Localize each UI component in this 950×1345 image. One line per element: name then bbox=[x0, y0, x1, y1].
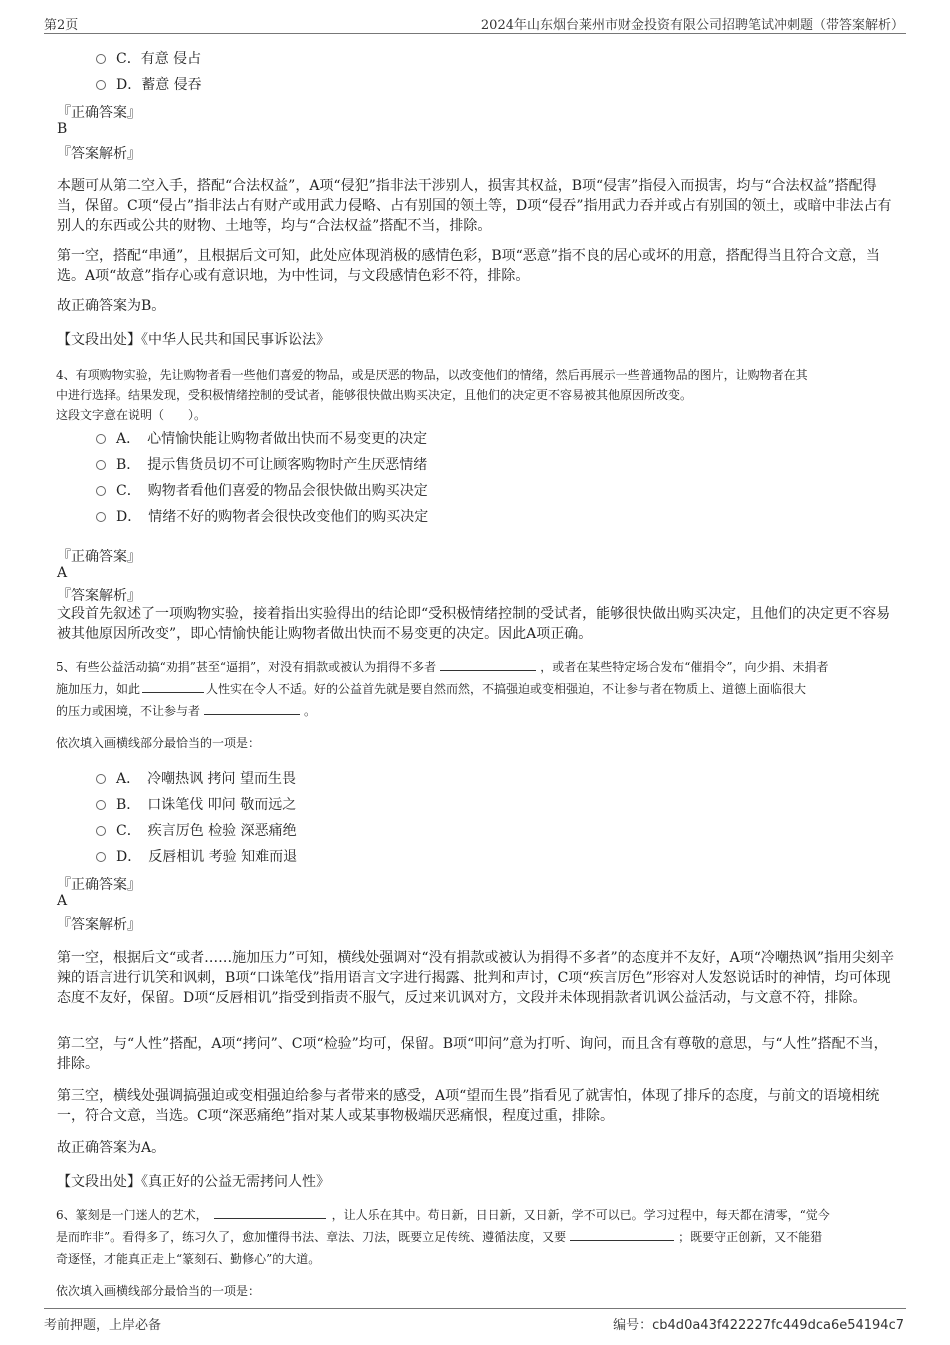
footer-divider bbox=[44, 1308, 906, 1309]
q3-source: 【文段出处】《中华人民共和国民事诉讼法》 bbox=[57, 332, 330, 348]
radio-icon[interactable] bbox=[96, 826, 106, 836]
q4-analysis-label: 『答案解析』 bbox=[57, 588, 141, 604]
q3-analysis-paragraph-2: 第一空，搭配“串通”，且根据后文可知，此处应体现消极的感情色彩，B项“恶意”指不良的居心或坏的用意，搭配得当且符合文意，当选。A项“故意”指存心或有意识地，为中性词，与文段感情色彩不符，排除。 bbox=[57, 248, 880, 284]
q3-answer-label: 『正确答案』 bbox=[57, 105, 141, 121]
page-number: 第2页 bbox=[44, 18, 79, 33]
radio-icon[interactable] bbox=[96, 434, 106, 444]
radio-icon[interactable] bbox=[96, 512, 106, 522]
q6-stem: 6、篆刻是一门迷人的艺术， ，让人乐在其中。苟日新，日日新，又日新，学不可以已。学习过程中，每天都在清零，“觉今 是而昨非”。看得多了，练习久了，愈加懂得书法、章法、刀法，既要立足传统、遵循法度，又要 ；既要守正创新，又不能猎 奇逐怪，才能真正走上“篆刻石、勤修心”的大道。 bbox=[56, 1208, 830, 1266]
radio-icon[interactable] bbox=[96, 486, 106, 496]
q5-option-c[interactable]: C． 疾言厉色 检验 深恶痛绝 bbox=[96, 820, 297, 840]
q5-prompt: 依次填入画横线部分最恰当的一项是： bbox=[56, 736, 261, 750]
q5-analysis-conclusion: 故正确答案为A。 bbox=[57, 1140, 166, 1156]
header-divider bbox=[44, 33, 906, 34]
q5-stem: 5、有些公益活动搞“劝捐”甚至“逼捐”，对没有捐款或被认为捐得不多者 ，或者在某些特定场合发布“催捐令”，向少捐、未捐者 施加压力，如此 人性实在令人不适。好的公益首先就是要自然而然，不搞强迫或变相强迫，不让参与者在物质上、道德上面临很大 的压力或困境，不让参与者 。 bbox=[56, 660, 829, 718]
blank-line bbox=[570, 1228, 674, 1241]
q5-option-d[interactable]: D． 反唇相讥 考验 知难而退 bbox=[96, 846, 297, 866]
blank-line bbox=[204, 702, 300, 715]
radio-icon[interactable] bbox=[96, 800, 106, 810]
q4-option-d[interactable]: D． 情绪不好的购物者会很快改变他们的购买决定 bbox=[96, 506, 428, 526]
q5-analysis-paragraph-3: 第三空，横线处强调搞强迫或变相强迫给参与者带来的感受，A项“望而生畏”指看见了就害怕，体现了排斥的态度，与前文的语境相统一，符合文意，当选。C项“深恶痛绝”指对某人或某事物极端厌恶痛恨，程度过重，排除。 bbox=[57, 1088, 880, 1124]
q5-option-b[interactable]: B． 口诛笔伐 叩问 敬而远之 bbox=[96, 794, 296, 814]
radio-icon[interactable] bbox=[96, 852, 106, 862]
q3-answer: B bbox=[57, 121, 68, 137]
q5-analysis-paragraph-1: 第一空，根据后文“或者……施加压力”可知，横线处强调对“没有捐款或被认为捐得不多者”的态度并不友好，A项“冷嘲热讽”指用尖刻辛辣的语言进行讥笑和讽刺，B项“口诛笔伐”指用语言文字进行揭露、批判和声讨，C项“疾言厉色”形容对人发怒说话时的神情，均可体现态度不友好，保留。D项“反唇相讥”指受到指责不服气，反过来讥讽对方，文段并未体现捐款者讥讽公益活动，与文意不符，排除。 bbox=[57, 950, 895, 1006]
q4-option-b[interactable]: B． 提示售货员切不可让顾客购物时产生厌恶情绪 bbox=[96, 454, 427, 474]
q3-analysis-paragraph-1: 本题可从第二空入手，搭配“合法权益”，A项“侵犯”指非法干涉别人，损害其权益，B项“侵害”指侵入而损害，均与“合法权益”搭配得当，保留。C项“侵占”指非法占有财产或用武力侵略、占有别国的领土等，D项“侵吞”指用武力吞并或占有别国的领土，或暗中非法占有别人的东西或公共的财物、土地等，均与“合法权益”搭配不当，排除。 bbox=[57, 178, 892, 234]
radio-icon[interactable] bbox=[96, 54, 106, 64]
q4-stem: 4、有项购物实验，先让购物者看一些他们喜爱的物品，或是厌恶的物品，以改变他们的情绪，然后再展示一些普通物品的图片，让购物者在其 中进行选择。结果发现，受积极情绪控制的受试者，能够很快做出购买决定，且他们的决定更不容易被其他原因所改变。 这段文字意在说明（ ）。 bbox=[56, 368, 808, 422]
document-title: 2024年山东烟台莱州市财金投资有限公司招聘笔试冲刺题（带答案解析） bbox=[480, 18, 904, 33]
q5-source: 【文段出处】《真正好的公益无需拷问人性》 bbox=[57, 1174, 330, 1190]
q3-option-d[interactable]: D．蓄意 侵吞 bbox=[96, 74, 202, 94]
q4-answer: A bbox=[57, 565, 68, 581]
q6-prompt: 依次填入画横线部分最恰当的一项是： bbox=[56, 1284, 261, 1298]
q4-analysis: 文段首先叙述了一项购物实验，接着指出实验得出的结论即“受积极情绪控制的受试者，能够很快做出购买决定，且他们的决定更不容易被其他原因所改变”，即心情愉快能让购物者做出快而不易变更的决定。因此A项正确。 bbox=[57, 606, 891, 642]
radio-icon[interactable] bbox=[96, 774, 106, 784]
q4-option-a[interactable]: A． 心情愉快能让购物者做出快而不易变更的决定 bbox=[96, 428, 427, 448]
q5-option-a[interactable]: A． 冷嘲热讽 拷问 望而生畏 bbox=[96, 768, 296, 788]
q3-analysis-conclusion: 故正确答案为B。 bbox=[57, 298, 166, 314]
blank-line bbox=[440, 658, 536, 671]
radio-icon[interactable] bbox=[96, 80, 106, 90]
document-code: 编号：cb4d0a43f422227fc449dca6e54194c7 bbox=[613, 1318, 904, 1333]
q4-option-c[interactable]: C． 购物者看他们喜爱的物品会很快做出购买决定 bbox=[96, 480, 428, 500]
blank-line bbox=[142, 680, 204, 693]
blank-line bbox=[214, 1206, 326, 1219]
q5-answer: A bbox=[57, 893, 68, 909]
q5-answer-label: 『正确答案』 bbox=[57, 877, 141, 893]
radio-icon[interactable] bbox=[96, 460, 106, 470]
footer-slogan: 考前押题，上岸必备 bbox=[44, 1318, 162, 1333]
q5-analysis-paragraph-2: 第二空，与“人性”搭配，A项“拷问”、C项“检验”均可，保留。B项“叩问”意为打听、询问，而且含有尊敬的意思，与“人性”搭配不当，排除。 bbox=[57, 1036, 888, 1072]
q4-answer-label: 『正确答案』 bbox=[57, 549, 141, 565]
q3-analysis-label: 『答案解析』 bbox=[57, 146, 141, 162]
q3-option-c[interactable]: C．有意 侵占 bbox=[96, 48, 201, 68]
q5-analysis-label: 『答案解析』 bbox=[57, 917, 141, 933]
